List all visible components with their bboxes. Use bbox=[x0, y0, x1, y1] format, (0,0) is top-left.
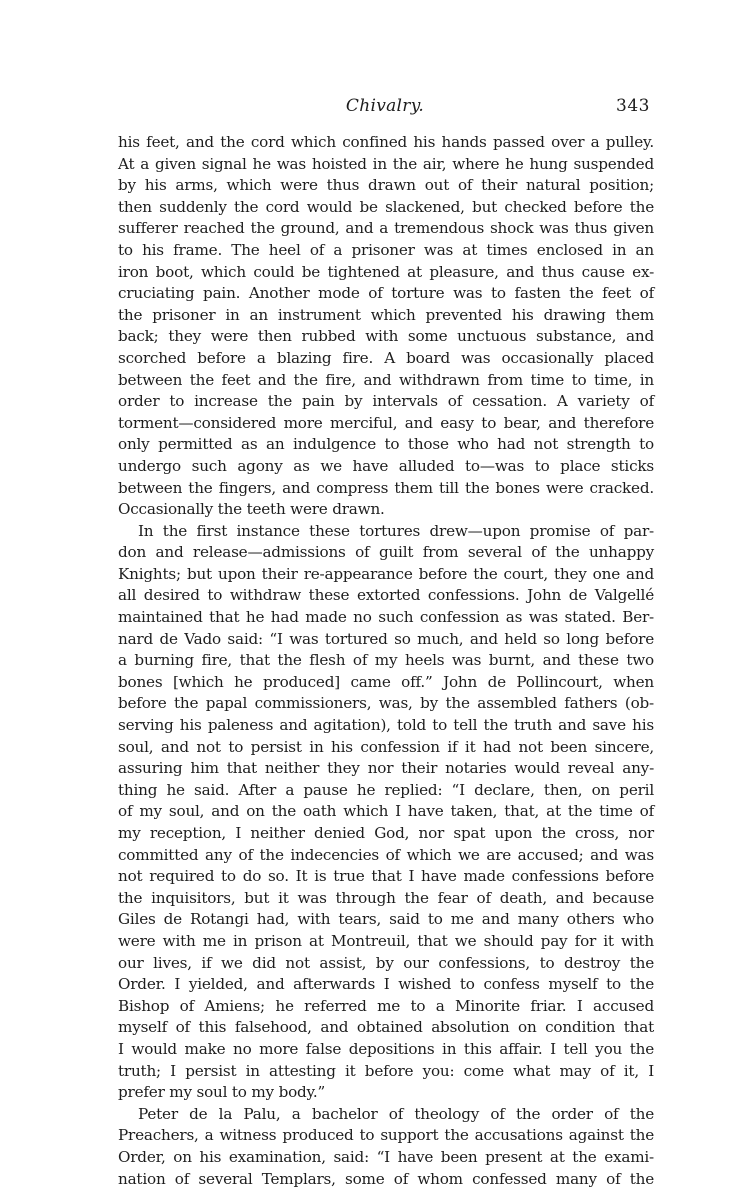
text-line: the prisoner in an instrument which prevented his drawing them bbox=[118, 305, 654, 327]
text-line: serving his paleness and agitation), told to tell the truth and save his bbox=[118, 715, 654, 737]
text-line: Giles de Rotangi had, with tears, said to me and many others who bbox=[118, 909, 654, 931]
text-line: not required to do so. It is true that I have made confessions before bbox=[118, 866, 654, 888]
text-line: my reception, I neither denied God, nor spat upon the cross, nor bbox=[118, 823, 654, 845]
text-line: all desired to withdraw these extorted confessions. John de Valgellé bbox=[118, 585, 654, 607]
text-line: In the first instance these tortures drew—upon promise of par- bbox=[118, 521, 654, 543]
text-line: our lives, if we did not assist, by our confessions, to destroy the bbox=[118, 953, 654, 975]
text-line: back; they were then rubbed with some unctuous substance, and bbox=[118, 326, 654, 348]
text-line: Peter de la Palu, a bachelor of theology of the order of the bbox=[118, 1104, 654, 1126]
text-line: sufferer reached the ground, and a tremendous shock was thus given bbox=[118, 218, 654, 240]
text-line: Order, on his examination, said: “I have been present at the exami- bbox=[118, 1147, 654, 1169]
text-line: undergo such agony as we have alluded to—was to place sticks bbox=[118, 456, 654, 478]
text-line: his feet, and the cord which confined his hands passed over a pulley. bbox=[118, 132, 654, 154]
text-line: nard de Vado said: “I was tortured so much, and held so long before bbox=[118, 629, 654, 651]
text-line: were with me in prison at Montreuil, that we should pay for it with bbox=[118, 931, 654, 953]
text-line: only permitted as an indulgence to those who had not strength to bbox=[118, 434, 654, 456]
text-line: bones [which he produced] came off.” John de Pollincourt, when bbox=[118, 672, 654, 694]
text-line: before the papal commissioners, was, by the assembled fathers (ob- bbox=[118, 693, 654, 715]
text-line: Preachers, a witness produced to support the accusations against the bbox=[118, 1125, 654, 1147]
text-line: thing he said. After a pause he replied: “I declare, then, on peril bbox=[118, 780, 654, 802]
text-line: Knights; but upon their re-appearance before the court, they one and bbox=[118, 564, 654, 586]
text-line: myself of this falsehood, and obtained absolution on condition that bbox=[118, 1017, 654, 1039]
text-line: order to increase the pain by intervals of cessation. A variety of bbox=[118, 391, 654, 413]
text-line: committed any of the indecencies of which we are accused; and was bbox=[118, 845, 654, 867]
page-number: 343 bbox=[616, 96, 650, 116]
text-line: maintained that he had made no such confession as was stated. Ber- bbox=[118, 607, 654, 629]
text-line: At a given signal he was hoisted in the air, where he hung suspended bbox=[118, 154, 654, 176]
text-line: the inquisitors, but it was through the fear of death, and because bbox=[118, 888, 654, 910]
text-line: Occasionally the teeth were drawn. bbox=[118, 499, 654, 521]
text-line: cruciating pain. Another mode of torture was to fasten the feet of bbox=[118, 283, 654, 305]
running-head bbox=[118, 96, 652, 120]
text-line: I would make no more false depositions in this affair. I tell you the bbox=[118, 1039, 654, 1061]
text-line: prefer my soul to my body.” bbox=[118, 1082, 654, 1104]
text-line: scorched before a blazing fire. A board was occasionally placed bbox=[118, 348, 654, 370]
text-line: between the fingers, and compress them till the bones were cracked. bbox=[118, 478, 654, 500]
text-line: iron boot, which could be tightened at pleasure, and thus cause ex- bbox=[118, 262, 654, 284]
text-line: truth; I persist in attesting it before you: come what may of it, I bbox=[118, 1061, 654, 1083]
text-line: then suddenly the cord would be slackened, but checked before the bbox=[118, 197, 654, 219]
text-line: assuring him that neither they nor their notaries would reveal any- bbox=[118, 758, 654, 780]
text-line: of my soul, and on the oath which I have taken, that, at the time of bbox=[118, 801, 654, 823]
text-line: to his frame. The heel of a prisoner was at times enclosed in an bbox=[118, 240, 654, 262]
text-line: Bishop of Amiens; he referred me to a Minorite friar. I accused bbox=[118, 996, 654, 1018]
text-line: between the feet and the fire, and withdrawn from time to time, in bbox=[118, 370, 654, 392]
text-line: by his arms, which were thus drawn out of their natural position; bbox=[118, 175, 654, 197]
text-line: Order. I yielded, and afterwards I wished to confess myself to the bbox=[118, 974, 654, 996]
text-line: don and release—admissions of guilt from several of the unhappy bbox=[118, 542, 654, 564]
text-line: soul, and not to persist in his confession if it had not been sincere, bbox=[118, 737, 654, 759]
body-text bbox=[118, 132, 654, 1190]
text-line: torment—considered more merciful, and easy to bear, and therefore bbox=[118, 413, 654, 435]
text-line: a burning fire, that the flesh of my heels was burnt, and these two bbox=[118, 650, 654, 672]
text-line: nation of several Templars, some of whom confessed many of the bbox=[118, 1169, 654, 1190]
running-head-title: Chivalry. bbox=[118, 96, 652, 116]
